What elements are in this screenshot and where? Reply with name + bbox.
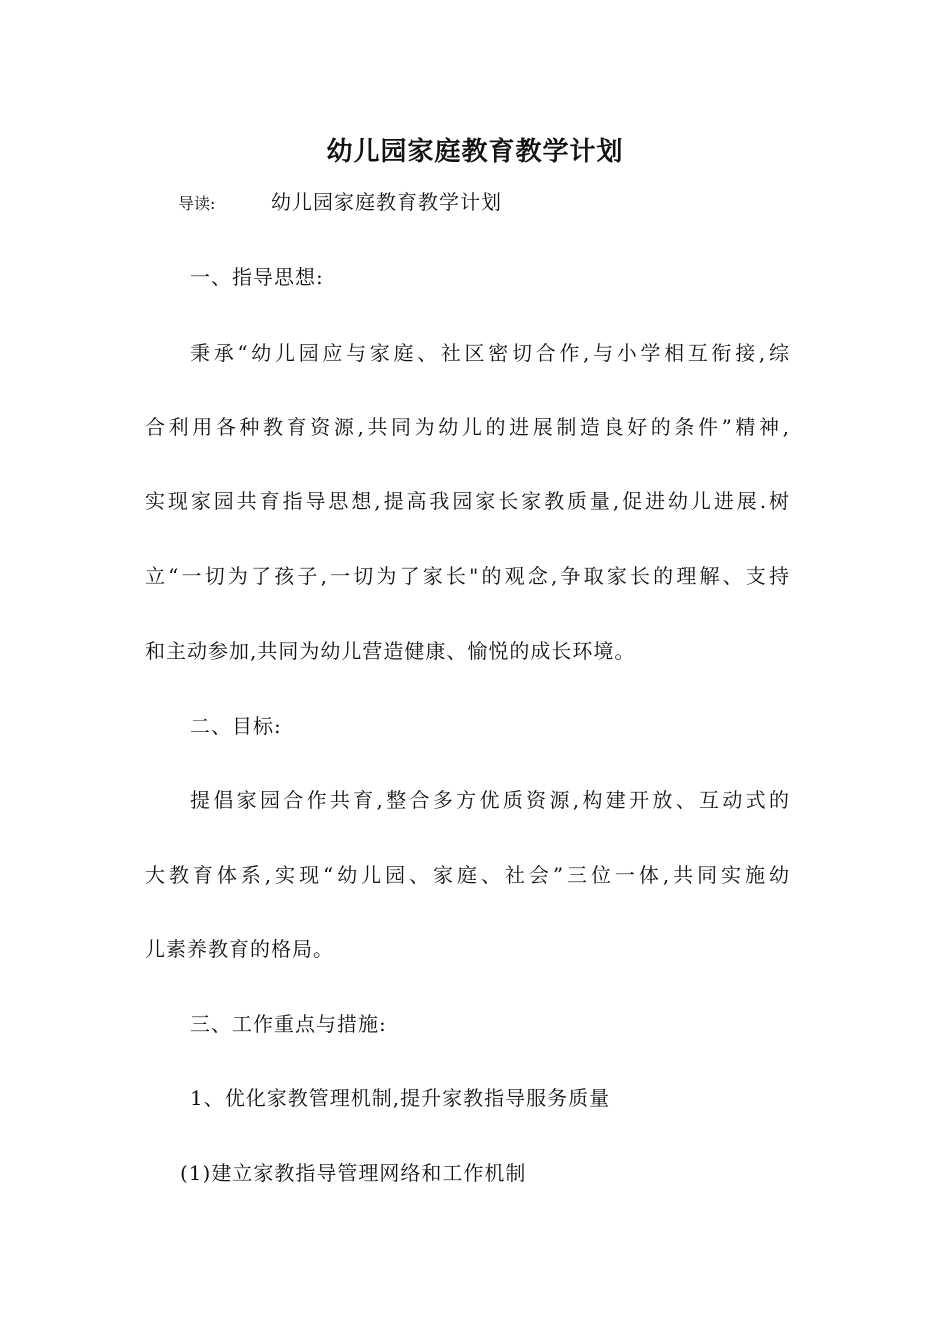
paragraph-line: 儿素养教育的格局。 xyxy=(145,937,334,961)
paragraph-line: 合利用各种教育资源,共同为幼儿的进展制造良好的条件”精神, xyxy=(145,415,790,439)
guide-text: 幼儿园家庭教育教学计划 xyxy=(271,190,502,214)
paragraph-line: 提倡家园合作共育,整合多方优质资源,构建开放、互动式的 xyxy=(190,788,790,812)
paragraph-line: 立“一切为了孩子,一切为了家长"的观念,争取家长的理解、支持 xyxy=(145,564,790,588)
paragraph-line: 和主动参加,共同为幼儿营造健康、愉悦的成长环境。 xyxy=(145,639,636,663)
section-heading-focus-and-measures: 三、工作重点与措施: xyxy=(190,1012,387,1036)
paragraph-line: 秉承“幼儿园应与家庭、社区密切合作,与小学相互衔接,综 xyxy=(190,341,790,365)
section-heading-goals: 二、目标: xyxy=(190,714,282,738)
section-heading-guiding-thought: 一、指导思想: xyxy=(190,265,324,289)
paragraph-line: 实现家园共育指导思想,提高我园家长家教质量,促进幼儿进展.树 xyxy=(145,489,790,513)
paragraph-line: 大教育体系,实现“幼儿园、家庭、社会”三位一体,共同实施幼 xyxy=(145,863,790,887)
subheading-1: 1、优化家教管理机制,提升家教指导服务质量 xyxy=(190,1086,611,1110)
subheading-1-1: (1)建立家教指导管理网络和工作机制 xyxy=(180,1161,527,1185)
document-title: 幼儿园家庭教育教学计划 xyxy=(326,137,624,167)
guide-label: 导读: xyxy=(178,194,216,213)
